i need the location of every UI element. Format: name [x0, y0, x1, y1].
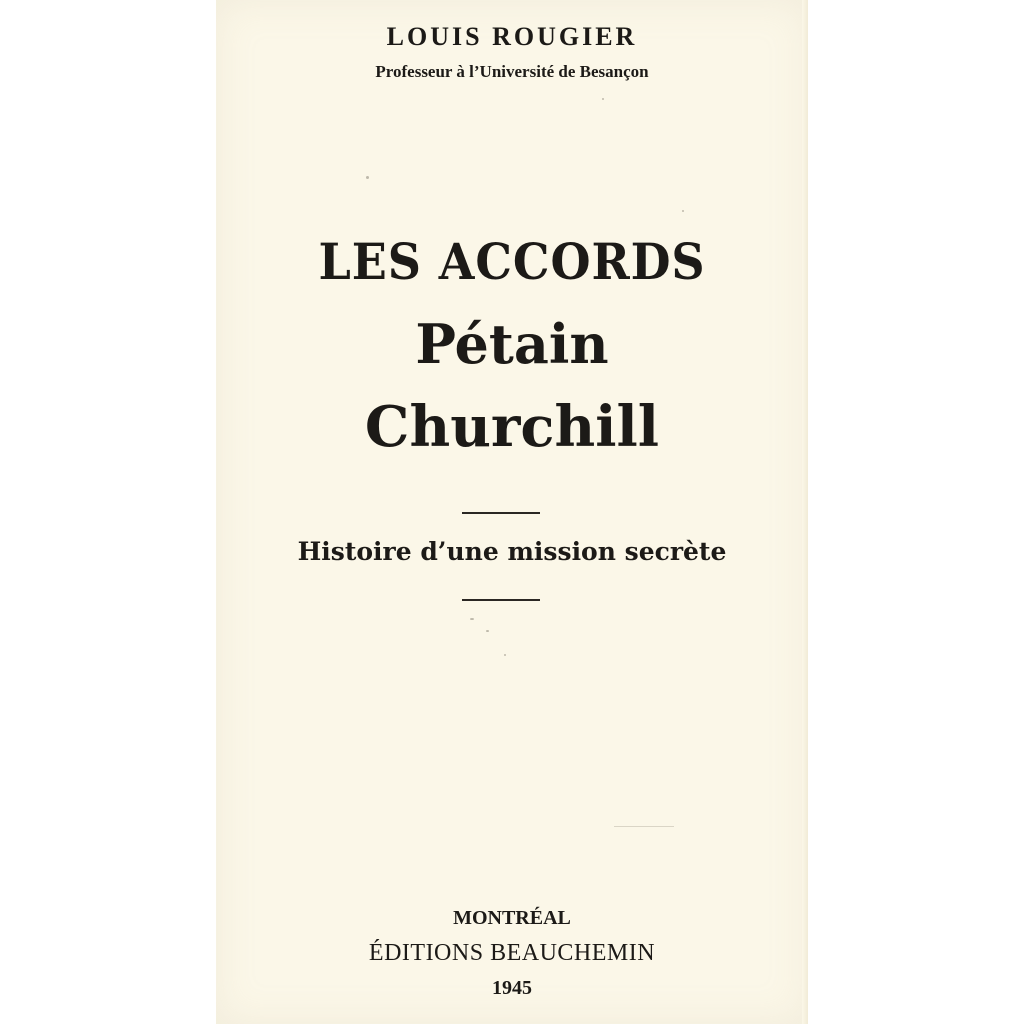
paper-speck: [504, 654, 506, 656]
paper-speck: [470, 618, 474, 620]
imprint-year: 1945: [492, 977, 532, 999]
paper-speck: [602, 98, 604, 100]
paper-speck: [486, 630, 489, 632]
title-line-3: Churchill: [364, 394, 660, 460]
page-edge: [802, 0, 808, 1024]
paper-speck: [682, 210, 684, 212]
paper-speck: [614, 826, 674, 827]
title-line-2: Pétain: [415, 312, 609, 376]
title-page: [216, 0, 808, 1024]
divider-rule-bottom: [462, 599, 540, 601]
author-affiliation: Professeur à l’Université de Besançon: [375, 62, 649, 81]
imprint-publisher: ÉDITIONS BEAUCHEMIN: [368, 940, 656, 966]
divider-rule-top: [462, 512, 540, 514]
imprint-place: MONTRÉAL: [453, 907, 571, 929]
paper-speck: [366, 176, 369, 179]
author-name: LOUIS ROUGIER: [386, 22, 638, 51]
title-line-1: LES ACCORDS: [318, 232, 706, 291]
subtitle: Histoire d’une mission secrète: [297, 537, 727, 566]
